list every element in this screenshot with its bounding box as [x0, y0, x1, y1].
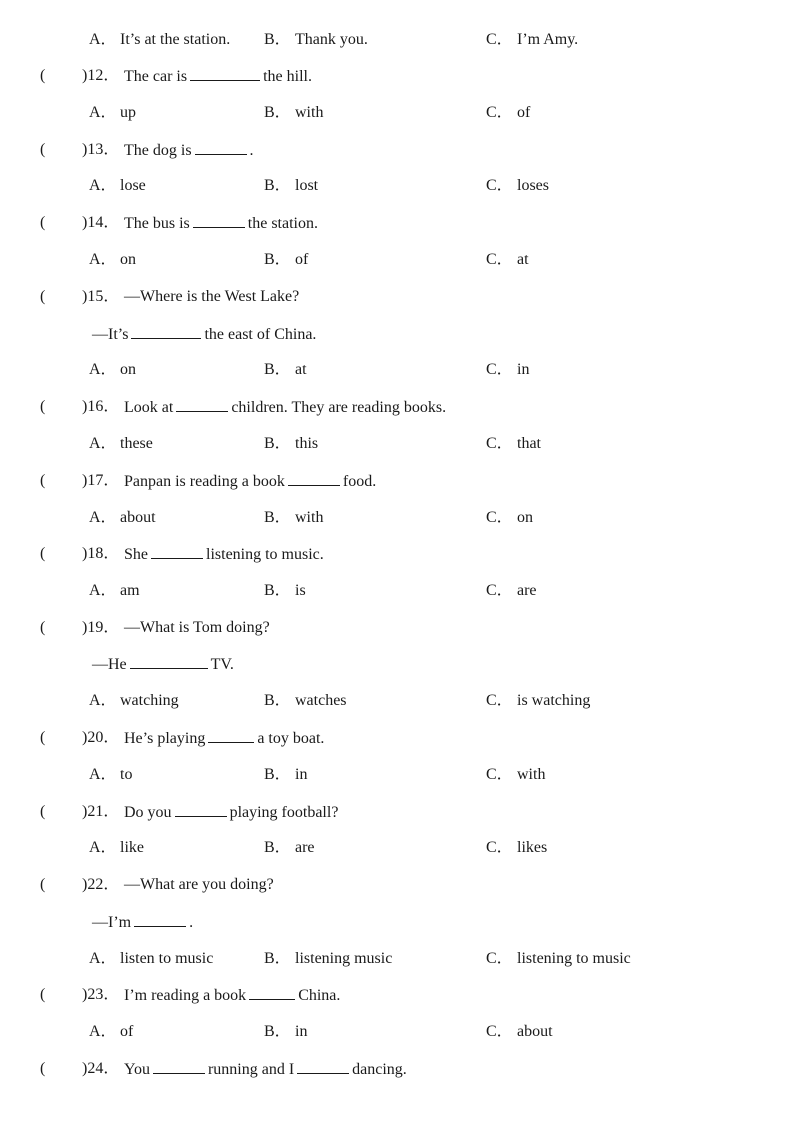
q15-option-a[interactable]: A． on	[89, 361, 136, 378]
q17-number: )17．	[82, 472, 120, 489]
q13-option-b[interactable]: B． lost	[264, 177, 319, 194]
q14-option-a[interactable]: A． on	[89, 251, 136, 268]
q22-option-c[interactable]: C． listening to music	[486, 950, 631, 967]
q21-option-a[interactable]: A． like	[89, 839, 144, 856]
q23-text: I’m reading a book China.	[124, 984, 340, 1007]
q23-answer-paren[interactable]: (	[40, 986, 46, 1003]
q21-number: )21．	[82, 803, 120, 820]
q13-number: )13．	[82, 141, 120, 158]
q14-text: The bus is the station.	[124, 212, 318, 235]
q19-answer-paren[interactable]: (	[40, 619, 46, 636]
q22-answer-paren[interactable]: (	[40, 876, 46, 893]
q12-option-c[interactable]: C． of	[486, 104, 531, 121]
q19-option-b[interactable]: B． watches	[264, 692, 347, 709]
q16-answer-paren[interactable]: (	[40, 398, 46, 415]
q18-blank	[151, 543, 203, 559]
q23-blank	[249, 984, 295, 1000]
q23-option-b[interactable]: B． in	[264, 1023, 308, 1040]
q19-blank	[130, 653, 208, 669]
q19-option-a[interactable]: A． watching	[89, 692, 179, 709]
q12-option-a[interactable]: A． up	[89, 104, 136, 121]
q12-option-b[interactable]: B． with	[264, 104, 324, 121]
q18-answer-paren[interactable]: (	[40, 545, 46, 562]
q20-number: )20．	[82, 729, 120, 746]
q18-text: She listening to music.	[124, 543, 324, 566]
q19-number: )19．	[82, 619, 120, 636]
q17-option-b[interactable]: B． with	[264, 509, 324, 526]
q16-option-a[interactable]: A． these	[89, 435, 153, 452]
q21-option-b[interactable]: B． are	[264, 839, 315, 856]
q13-option-c[interactable]: C． loses	[486, 177, 549, 194]
q16-text: Look at children. They are reading books.	[124, 396, 446, 419]
q12-blank	[190, 65, 260, 81]
q11-option-b[interactable]: B． Thank you.	[264, 31, 368, 48]
q15-number: )15．	[82, 288, 120, 305]
q18-option-c[interactable]: C． are	[486, 582, 537, 599]
q12-number: )12．	[82, 67, 120, 84]
q16-number: )16．	[82, 398, 120, 415]
q16-option-b[interactable]: B． this	[264, 435, 319, 452]
q15-option-c[interactable]: C． in	[486, 361, 530, 378]
q14-answer-paren[interactable]: (	[40, 214, 46, 231]
q20-text: He’s playing a toy boat.	[124, 727, 324, 750]
q13-answer-paren[interactable]: (	[40, 141, 46, 158]
q19-option-c[interactable]: C． is watching	[486, 692, 591, 709]
q11-option-a[interactable]: A． It’s at the station.	[89, 31, 231, 48]
q22-number: )22．	[82, 876, 120, 893]
q17-answer-paren[interactable]: (	[40, 472, 46, 489]
q16-option-c[interactable]: C． that	[486, 435, 541, 452]
q20-option-a[interactable]: A． to	[89, 766, 133, 783]
q22-reply-text: —I’m .	[92, 911, 193, 934]
q17-option-c[interactable]: C． on	[486, 509, 533, 526]
q18-option-b[interactable]: B． is	[264, 582, 306, 599]
q15-text: —Where is the West Lake?	[124, 288, 300, 305]
q13-text: The dog is .	[124, 139, 254, 162]
q12-answer-paren[interactable]: (	[40, 67, 46, 84]
q14-option-c[interactable]: C． at	[486, 251, 529, 268]
q11-option-c[interactable]: C． I’m Amy.	[486, 31, 579, 48]
q21-text: Do you playing football?	[124, 801, 338, 824]
q13-option-a[interactable]: A． lose	[89, 177, 146, 194]
q15-reply-text: —It’s the east of China.	[92, 323, 316, 346]
q20-option-c[interactable]: C． with	[486, 766, 546, 783]
q21-answer-paren[interactable]: (	[40, 803, 46, 820]
q15-option-b[interactable]: B． at	[264, 361, 307, 378]
q22-blank	[134, 911, 186, 927]
q16-blank	[176, 396, 228, 412]
q23-option-c[interactable]: C． about	[486, 1023, 553, 1040]
q14-option-b[interactable]: B． of	[264, 251, 309, 268]
q18-number: )18．	[82, 545, 120, 562]
q22-text: —What are you doing?	[124, 876, 274, 893]
q15-answer-paren[interactable]: (	[40, 288, 46, 305]
q24-number: )24．	[82, 1060, 120, 1077]
q20-blank	[208, 727, 254, 743]
q24-text: You running and I dancing.	[124, 1058, 407, 1081]
q24-answer-paren[interactable]: (	[40, 1060, 46, 1077]
q22-option-b[interactable]: B． listening music	[264, 950, 393, 967]
q17-text: Panpan is reading a book food.	[124, 470, 376, 493]
q17-blank	[288, 470, 340, 486]
q19-text: —What is Tom doing?	[124, 619, 270, 636]
q13-blank	[195, 139, 247, 155]
q24-blank-2	[297, 1058, 349, 1074]
q14-number: )14．	[82, 214, 120, 231]
q24-blank-1	[153, 1058, 205, 1074]
q20-option-b[interactable]: B． in	[264, 766, 308, 783]
q19-reply-text: —He TV.	[92, 653, 234, 676]
q17-option-a[interactable]: A． about	[89, 509, 156, 526]
q22-option-a[interactable]: A． listen to music	[89, 950, 214, 967]
q20-answer-paren[interactable]: (	[40, 729, 46, 746]
q21-blank	[175, 801, 227, 817]
q14-blank	[193, 212, 245, 228]
q12-text: The car is the hill.	[124, 65, 312, 88]
q18-option-a[interactable]: A． am	[89, 582, 140, 599]
q21-option-c[interactable]: C． likes	[486, 839, 548, 856]
q15-blank	[131, 323, 201, 339]
q23-option-a[interactable]: A． of	[89, 1023, 134, 1040]
q23-number: )23．	[82, 986, 120, 1003]
